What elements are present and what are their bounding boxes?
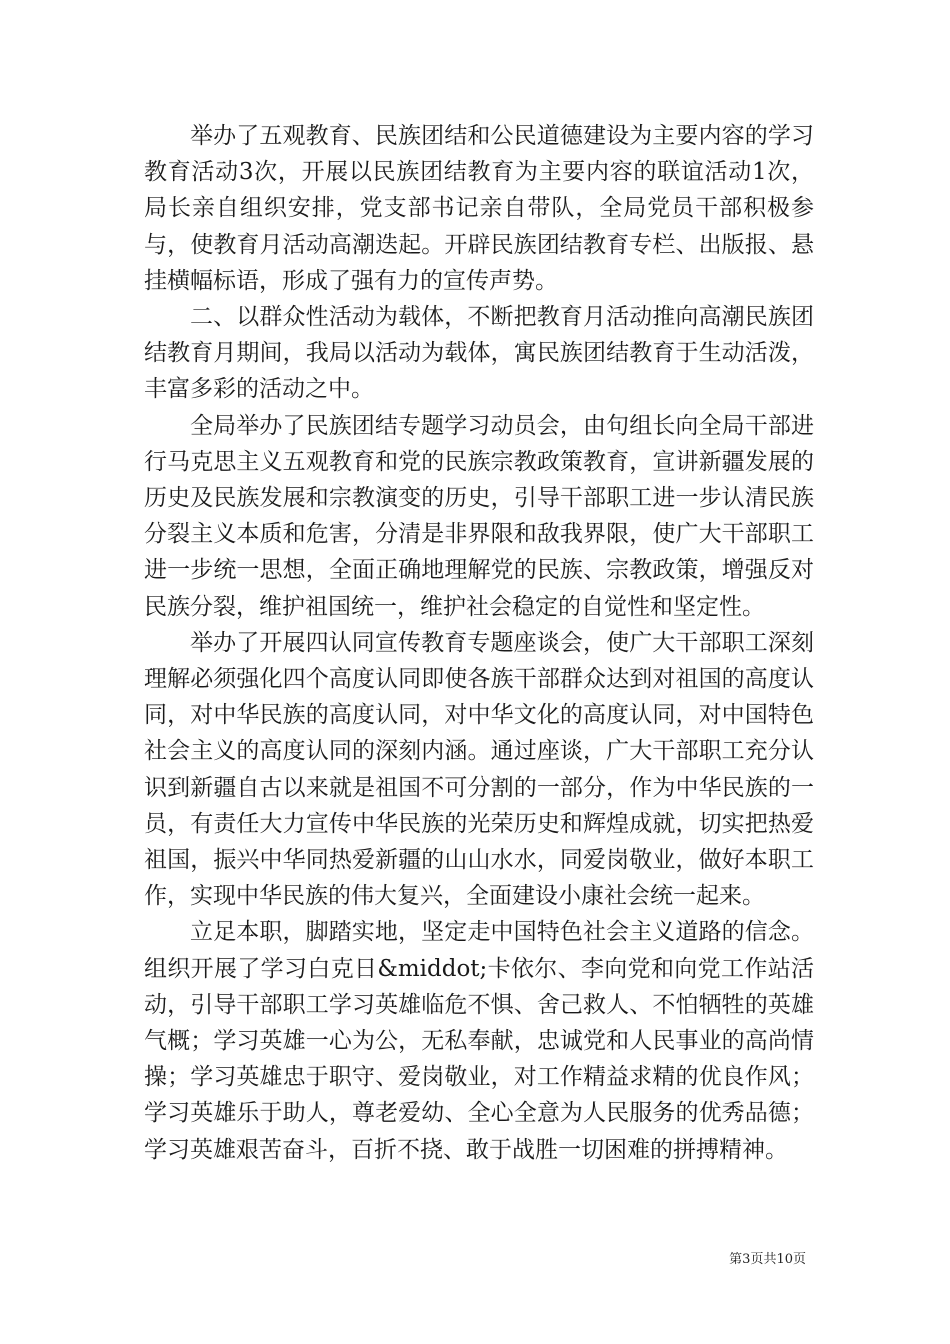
paragraph-4: 举办了开展四认同宣传教育专题座谈会，使广大干部职工深刻理解必须强化四个高度认同即使各族干部群众达到对祖国的高度认同，对中华民族的高度认同，对中华文化的高度认同，对中国特色社会主义的高度认同的深刻内涵。通过座谈，广大干部职工充分认识到新疆自古以来就是祖国不可分割的一部分，作为中华民族的一员，有责任大力宣传中华民族的光荣历史和辉煌成就，切实把热爱祖国，振兴中华同热爱新疆的山山水水，同爱岗敬业，做好本职工作，实现中华民族的伟大复兴，全面建设小康社会统一起来。 <box>144 629 814 910</box>
paragraph-3: 全局举办了民族团结专题学习动员会，由句组长向全局干部进行马克思主义五观教育和党的民族宗教政策教育，宣讲新疆发展的历史及民族发展和宗教演变的历史，引导干部职工进一步认清民族分裂主义本质和危害，分清是非界限和敌我界限，使广大干部职工进一步统一思想，全面正确地理解党的民族、宗教政策，增强反对民族分裂，维护祖国统一，维护社会稳定的自觉性和坚定性。 <box>144 412 814 620</box>
document-body <box>144 118 814 1168</box>
paragraph-2: 二、以群众性活动为载体，不断把教育月活动推向高潮民族团结教育月期间，我局以活动为载体，寓民族团结教育于生动活泼，丰富多彩的活动之中。 <box>144 304 814 403</box>
paragraph-1: 举办了五观教育、民族团结和公民道德建设为主要内容的学习教育活动3次，开展以民族团结教育为主要内容的联谊活动1次，局长亲自组织安排，党支部书记亲自带队，全局党员干部积极参与，使教育月活动高潮迭起。开辟民族团结教育专栏、出版报、悬挂横幅标语，形成了强有力的宣传声势。 <box>144 123 814 294</box>
paragraph-5: 立足本职，脚踏实地，坚定走中国特色社会主义道路的信念。组织开展了学习白克日&middot;卡依尔、李向党和向党工作站活动，引导干部职工学习英雄临危不惧、舍己救人、不怕牺牲的英雄气概；学习英雄一心为公，无私奉献，忠诚党和人民事业的高尚情操；学习英雄忠于职守、爱岗敬业，对工作精益求精的优良作风；学习英雄乐于助人，尊老爱幼、全心全意为人民服务的优秀品德；学习英雄艰苦奋斗，百折不挠、敢于战胜一切困难的拼搏精神。 <box>144 919 814 1163</box>
page-number-footer: 第3页共10页 <box>729 1252 806 1267</box>
